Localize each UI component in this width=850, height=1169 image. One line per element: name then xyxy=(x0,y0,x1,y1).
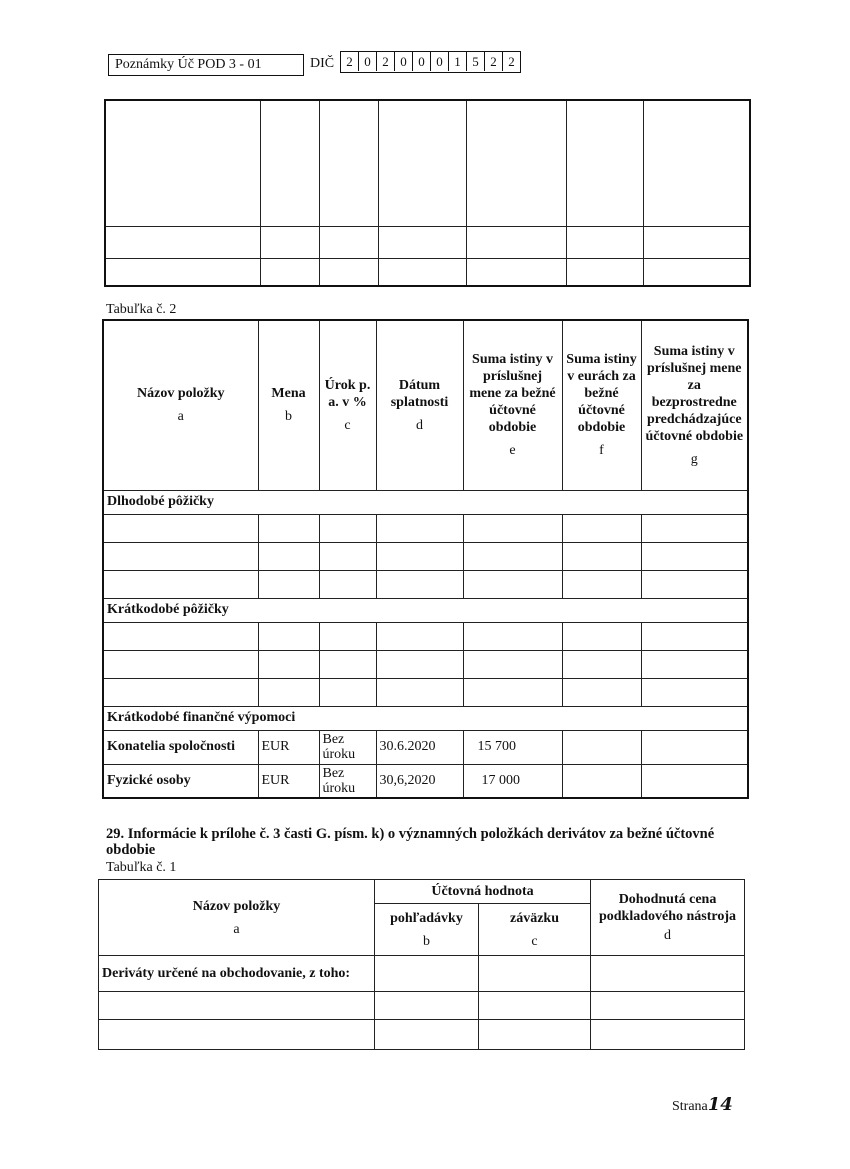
table-row xyxy=(103,678,748,706)
table-cell xyxy=(103,622,258,650)
row-due-date: 30,6,2020 xyxy=(376,764,463,798)
dic-digit: 1 xyxy=(449,52,467,71)
table-cell xyxy=(319,542,376,570)
table-cell xyxy=(319,226,378,258)
table-cell xyxy=(378,100,466,226)
table-cell xyxy=(260,258,319,286)
table-cell xyxy=(591,992,745,1020)
section-long-term-loans: Dlhodobé pôžičky xyxy=(103,490,748,514)
dic-digit: 0 xyxy=(413,52,431,71)
table-cell xyxy=(641,650,748,678)
table-cell xyxy=(641,514,748,542)
table-cell xyxy=(319,100,378,226)
row-amount: 17 000 xyxy=(463,764,562,798)
dic-field xyxy=(340,51,521,73)
table-cell xyxy=(378,258,466,286)
table-cell xyxy=(258,570,319,598)
table-cell xyxy=(378,226,466,258)
header-interest: Úrok p. a. v % c xyxy=(319,320,376,490)
table-cell xyxy=(566,258,643,286)
row-currency: EUR xyxy=(258,764,319,798)
dic-digit: 2 xyxy=(377,52,395,71)
table-cell xyxy=(466,258,566,286)
table-cell xyxy=(479,956,591,992)
section-short-term-loans: Krátkodobé pôžičky xyxy=(103,598,748,622)
table-cell xyxy=(641,730,748,764)
table-cell xyxy=(566,226,643,258)
table-cell xyxy=(103,570,258,598)
table-cell xyxy=(319,514,376,542)
table-cell xyxy=(376,514,463,542)
table-row xyxy=(103,490,748,514)
table-cell xyxy=(103,542,258,570)
table2-caption: Tabuľka č. 2 xyxy=(106,302,177,317)
table-row xyxy=(103,598,748,622)
table-cell xyxy=(479,992,591,1020)
table1-caption: Tabuľka č. 1 xyxy=(106,860,177,875)
header-receivables: pohľadávky b xyxy=(375,904,479,956)
loans-table xyxy=(102,319,749,799)
row-name: Konatelia spoločnosti xyxy=(103,730,258,764)
table-cell xyxy=(463,570,562,598)
table-cell xyxy=(319,622,376,650)
table-cell xyxy=(99,1020,375,1050)
row-interest: Bez úroku xyxy=(319,730,376,764)
table-cell xyxy=(479,1020,591,1050)
table-row xyxy=(99,956,745,992)
header-amount-eur: Suma istiny v eurách za bežné účtovné obdobie f xyxy=(562,320,641,490)
table-cell xyxy=(258,622,319,650)
table-cell xyxy=(375,956,479,992)
table-cell xyxy=(105,100,260,226)
table-cell xyxy=(376,650,463,678)
dic-digit: 2 xyxy=(508,54,515,69)
table-cell xyxy=(463,678,562,706)
table-cell xyxy=(562,650,641,678)
header-book-value: Účtovná hodnota xyxy=(375,880,591,904)
table-cell xyxy=(260,100,319,226)
table-cell xyxy=(376,622,463,650)
derivatives-table xyxy=(98,879,745,1050)
table-cell xyxy=(591,956,745,992)
table-cell xyxy=(463,650,562,678)
table-cell xyxy=(562,570,641,598)
table-cell xyxy=(319,570,376,598)
header-amount-previous: Suma istiny v príslušnej mene za bezprostredne predchádzajúce účtovné obdobie g xyxy=(641,320,748,490)
dic-digit: 0 xyxy=(395,52,413,71)
table-cell xyxy=(562,514,641,542)
table-cell xyxy=(103,514,258,542)
section-financial-assistance: Krátkodobé finančné výpomoci xyxy=(103,706,748,730)
table-cell xyxy=(641,542,748,570)
table-row xyxy=(103,622,748,650)
table-cell xyxy=(258,514,319,542)
table-cell xyxy=(105,226,260,258)
table-row xyxy=(99,880,745,904)
table-cell xyxy=(103,650,258,678)
header-currency: Mena b xyxy=(258,320,319,490)
table-cell xyxy=(562,678,641,706)
table-row xyxy=(105,226,750,258)
table-cell xyxy=(258,542,319,570)
header-agreed-price: Dohodnutá cena podkladového nástroja d xyxy=(591,880,745,956)
table-cell xyxy=(463,514,562,542)
table-cell xyxy=(643,100,750,226)
table-cell xyxy=(641,570,748,598)
page-label: Strana xyxy=(672,1099,708,1114)
table-cell xyxy=(376,542,463,570)
table-row xyxy=(105,100,750,226)
continuation-table xyxy=(104,99,751,287)
table-cell xyxy=(562,622,641,650)
header-name: Názov položky a xyxy=(99,880,375,956)
table-cell xyxy=(105,258,260,286)
dic-digit: 0 xyxy=(359,52,377,71)
row-due-date: 30.6.2020 xyxy=(376,730,463,764)
table-row xyxy=(103,764,748,798)
table-cell xyxy=(591,1020,745,1050)
table-cell xyxy=(463,542,562,570)
table-cell xyxy=(375,992,479,1020)
table-cell xyxy=(319,678,376,706)
row-interest: Bez úroku xyxy=(319,764,376,798)
table-cell xyxy=(260,226,319,258)
header-name: Názov položky a xyxy=(103,320,258,490)
table-cell xyxy=(562,542,641,570)
dic-label: DIČ xyxy=(310,56,335,71)
table-cell xyxy=(258,650,319,678)
row-derivatives-trading: Deriváty určené na obchodovanie, z toho: xyxy=(99,956,375,992)
table-cell xyxy=(643,258,750,286)
table-row xyxy=(103,570,748,598)
table-cell xyxy=(99,992,375,1020)
table-row xyxy=(99,1020,745,1050)
form-label: Poznámky Úč POD 3 - 01 xyxy=(108,54,304,76)
dic-digit: 2 xyxy=(341,52,359,71)
table-cell xyxy=(641,764,748,798)
table-row xyxy=(103,650,748,678)
table-cell xyxy=(319,258,378,286)
table-cell xyxy=(566,100,643,226)
section-29-heading: 29. Informácie k prílohe č. 3 časti G. písm. k) o významných položkách derivátov za bežné účtovné obdobie xyxy=(106,826,715,858)
table-row xyxy=(103,320,748,490)
dic-digit: 2 xyxy=(485,52,503,71)
table-cell xyxy=(641,678,748,706)
dic-digit: 5 xyxy=(467,52,485,71)
dic-digit: 0 xyxy=(431,52,449,71)
table-cell xyxy=(466,226,566,258)
row-currency: EUR xyxy=(258,730,319,764)
table-row xyxy=(103,730,748,764)
row-name: Fyzické osoby xyxy=(103,764,258,798)
page-number xyxy=(672,1094,733,1115)
table-cell xyxy=(466,100,566,226)
table-row xyxy=(103,542,748,570)
header-liabilities: záväzku c xyxy=(479,904,591,956)
header-due-date: Dátum splatnosti d xyxy=(376,320,463,490)
table-row xyxy=(103,514,748,542)
table-cell xyxy=(375,1020,479,1050)
header-amount-currency: Suma istiny v príslušnej mene za bežné účtovné obdobie e xyxy=(463,320,562,490)
page-number-handwritten: 14 xyxy=(707,1094,733,1115)
table-cell xyxy=(258,678,319,706)
table-row xyxy=(99,992,745,1020)
table-cell xyxy=(463,622,562,650)
table-row xyxy=(103,706,748,730)
table-cell xyxy=(376,678,463,706)
table-cell xyxy=(641,622,748,650)
table-cell xyxy=(643,226,750,258)
table-cell xyxy=(103,678,258,706)
table-cell xyxy=(319,650,376,678)
table-row xyxy=(105,258,750,286)
row-amount: 15 700 xyxy=(463,730,562,764)
table-cell xyxy=(562,764,641,798)
table-cell xyxy=(562,730,641,764)
table-cell xyxy=(376,570,463,598)
